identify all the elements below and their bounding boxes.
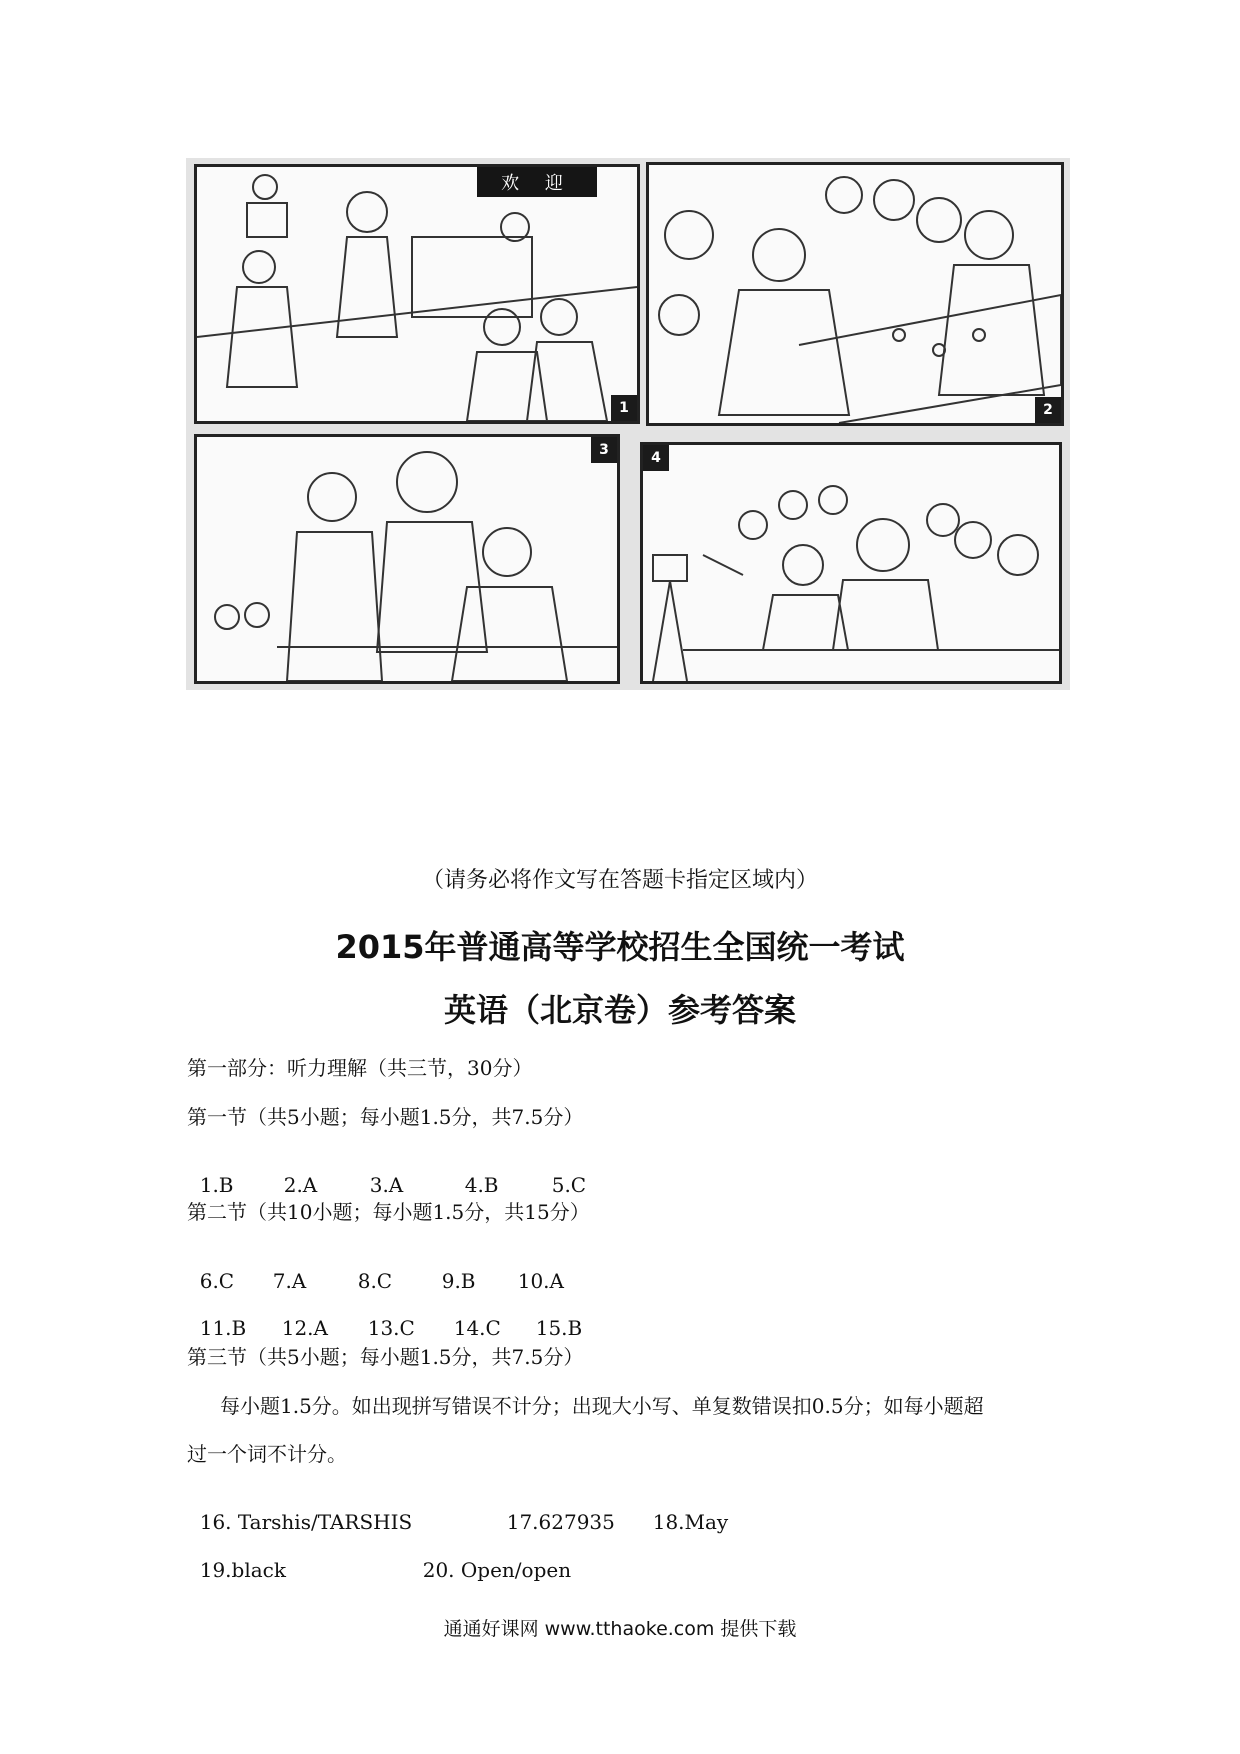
panel-number: 4 <box>643 445 669 471</box>
panel-number: 1 <box>611 395 637 421</box>
exam-title: 2015年普通高等学校招生全国统一考试 <box>335 928 905 966</box>
answer-item: 13.C <box>367 1316 415 1340</box>
welcome-sign: 欢 迎 <box>477 167 597 197</box>
answer-item: 6.C <box>199 1269 235 1293</box>
answer-item: 18.May <box>652 1510 729 1534</box>
answer-item: 17.627935 <box>506 1510 615 1534</box>
section3-rule-line1: 每小题1.5分。如出现拼写错误不计分；出现大小写、单复数错误扣0.5分；如每小题超 <box>220 1394 984 1418</box>
section3-heading: 第三节（共5小题；每小题1.5分，共7.5分） <box>187 1345 584 1369</box>
section3-rule-line2: 过一个词不计分。 <box>187 1442 347 1466</box>
section1-heading: 第一节（共5小题；每小题1.5分，共7.5分） <box>187 1105 584 1129</box>
answer-item: 14.C <box>453 1316 501 1340</box>
answer-item: 12.A <box>281 1316 328 1340</box>
answer-item: 2.A <box>283 1173 318 1197</box>
answer-item: 16. Tarshis/TARSHIS <box>199 1510 413 1534</box>
answer-item: 1.B <box>199 1173 234 1197</box>
section1-answers <box>187 1149 586 1197</box>
answer-item: 7.A <box>272 1269 307 1293</box>
essay-note: （请务必将作文写在答题卡指定区域内） <box>421 868 818 893</box>
section2-answers-row2 <box>187 1292 582 1340</box>
comic-panel-1 <box>194 164 640 424</box>
answer-item: 11.B <box>199 1316 247 1340</box>
panel-3-illustration <box>197 437 617 681</box>
answer-item: 3.A <box>369 1173 404 1197</box>
answer-item: 5.C <box>551 1173 587 1197</box>
comic-panel-2 <box>646 162 1064 426</box>
footer-source: 通通好课网 www.tthaoke.com 提供下载 <box>443 1618 797 1640</box>
answer-item: 20. Open/open <box>422 1558 572 1582</box>
answer-item: 9.B <box>441 1269 476 1293</box>
section2-answers-row1 <box>187 1245 564 1293</box>
comic-panel-4 <box>640 442 1062 684</box>
comic-panel-3 <box>194 434 620 684</box>
answer-item: 19.black <box>199 1558 286 1582</box>
answer-item: 10.A <box>517 1269 564 1293</box>
part1-heading: 第一部分：听力理解（共三节，30分） <box>187 1056 533 1080</box>
panel-number: 2 <box>1035 397 1061 423</box>
section2-heading: 第二节（共10小题；每小题1.5分，共15分） <box>187 1200 590 1224</box>
panel-number: 3 <box>591 437 617 463</box>
section3-answers-row1 <box>187 1486 728 1534</box>
answer-item: 8.C <box>357 1269 393 1293</box>
comic-strip <box>186 158 1070 690</box>
answer-item: 4.B <box>464 1173 499 1197</box>
answer-title: 英语（北京卷）参考答案 <box>443 991 796 1029</box>
panel-2-illustration <box>649 165 1061 423</box>
section3-answers-row2 <box>187 1534 571 1582</box>
panel-4-illustration <box>643 445 1059 681</box>
panel-1-illustration <box>197 167 637 421</box>
answer-item: 15.B <box>535 1316 583 1340</box>
